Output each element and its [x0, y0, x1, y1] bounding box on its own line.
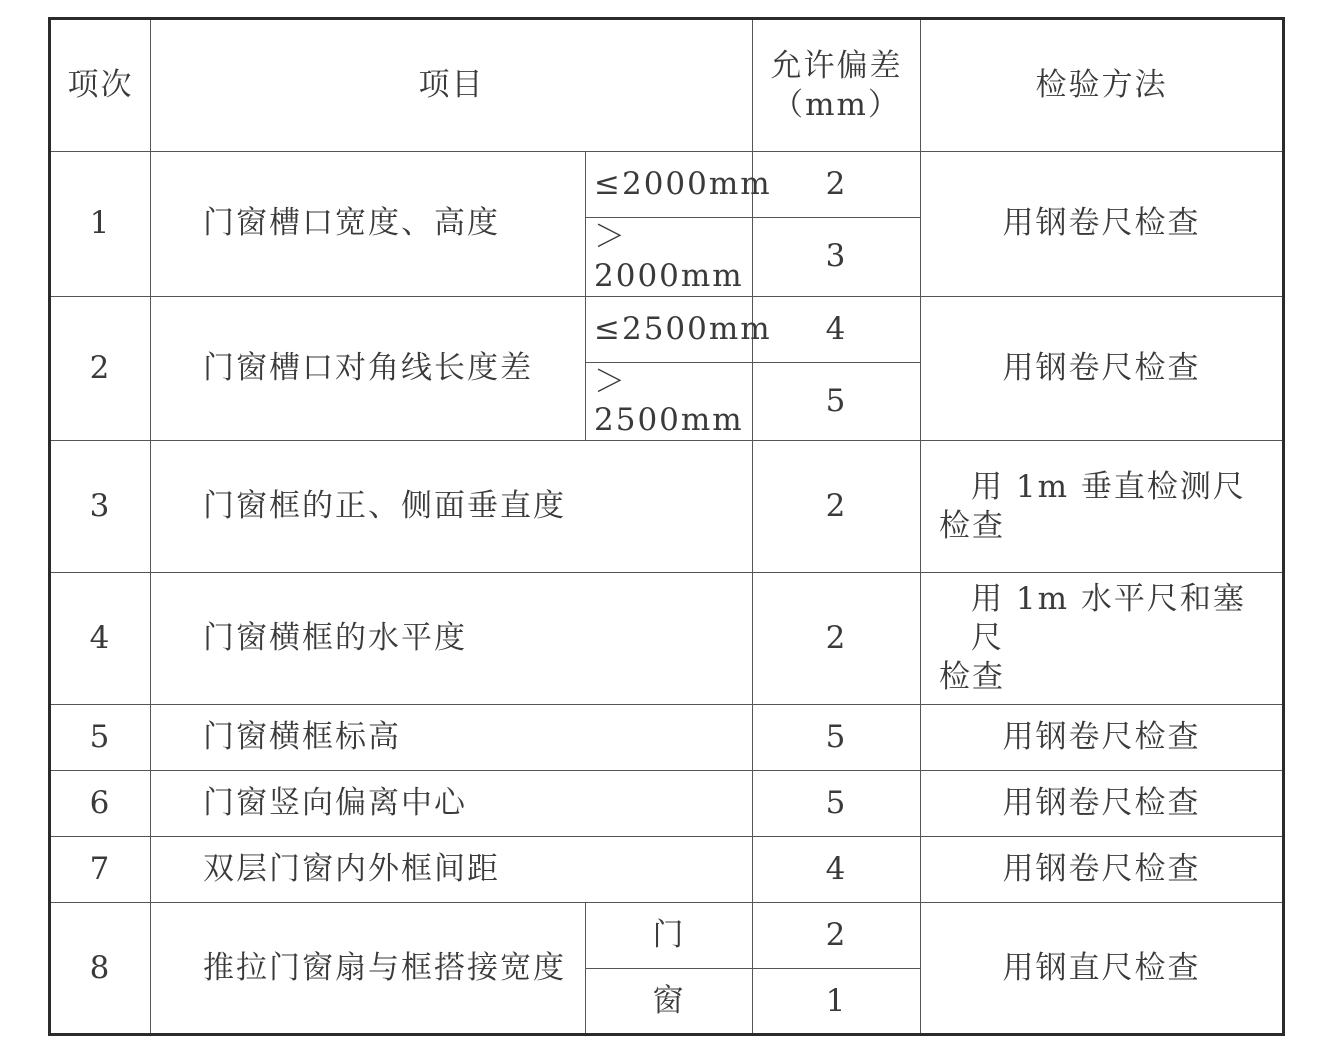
row-condition: ＞2000mm	[586, 218, 753, 297]
row-index: 3	[50, 441, 151, 573]
row-item: 门窗槽口宽度、高度	[151, 152, 586, 297]
row-tolerance: 5	[753, 705, 921, 771]
row-condition: 窗	[586, 969, 753, 1035]
row-tolerance: 2	[753, 152, 921, 218]
row-tolerance: 2	[753, 903, 921, 969]
row-index: 4	[50, 573, 151, 705]
header-method: 检验方法	[921, 19, 1284, 152]
tolerance-table-container	[48, 17, 1282, 1019]
header-tolerance	[753, 19, 921, 152]
table-row	[50, 441, 1284, 573]
table-row	[50, 705, 1284, 771]
row-condition: 门	[586, 903, 753, 969]
row-item: 门窗竖向偏离中心	[151, 771, 753, 837]
row-index: 6	[50, 771, 151, 837]
header-index: 项次	[50, 19, 151, 152]
table-row	[50, 837, 1284, 903]
row-method: 用钢卷尺检查	[921, 152, 1284, 297]
row-item: 门窗槽口对角线长度差	[151, 296, 586, 441]
row-index: 2	[50, 296, 151, 441]
row-method-line2: 检查	[939, 507, 1005, 544]
row-index: 1	[50, 152, 151, 297]
row-item: 推拉门窗扇与框搭接宽度	[151, 903, 586, 1035]
row-item: 门窗横框的水平度	[151, 573, 753, 705]
row-item: 双层门窗内外框间距	[151, 837, 753, 903]
row-tolerance: 4	[753, 837, 921, 903]
row-index: 8	[50, 903, 151, 1035]
table-row	[50, 296, 1284, 362]
row-tolerance: 3	[753, 218, 921, 297]
row-item: 门窗横框标高	[151, 705, 753, 771]
row-index: 5	[50, 705, 151, 771]
row-method-line2: 检查	[939, 658, 1005, 695]
row-method	[921, 441, 1284, 573]
row-index: 7	[50, 837, 151, 903]
row-condition: ≤2000mm	[586, 152, 753, 218]
header-tolerance-line2: （mm）	[772, 86, 901, 123]
row-tolerance: 4	[753, 296, 921, 362]
row-method: 用钢卷尺检查	[921, 837, 1284, 903]
table-row	[50, 771, 1284, 837]
row-method-line1: 用 1m 垂直检测尺	[971, 468, 1246, 505]
row-condition: ≤2500mm	[586, 296, 753, 362]
row-method-line1: 用 1m 水平尺和塞尺	[971, 581, 1246, 657]
row-tolerance: 1	[753, 969, 921, 1035]
row-method: 用钢卷尺检查	[921, 705, 1284, 771]
table-row	[50, 152, 1284, 218]
row-tolerance: 2	[753, 441, 921, 573]
row-condition: ＞2500mm	[586, 362, 753, 441]
header-row	[50, 19, 1284, 152]
row-method: 用钢卷尺检查	[921, 771, 1284, 837]
row-tolerance: 5	[753, 771, 921, 837]
row-item: 门窗框的正、侧面垂直度	[151, 441, 753, 573]
row-method	[921, 573, 1284, 705]
header-item: 项目	[151, 19, 753, 152]
table-row	[50, 573, 1284, 705]
row-tolerance: 5	[753, 362, 921, 441]
row-method: 用钢卷尺检查	[921, 296, 1284, 441]
header-tolerance-line1: 允许偏差	[770, 47, 903, 84]
row-method: 用钢直尺检查	[921, 903, 1284, 1035]
table-row	[50, 903, 1284, 969]
row-tolerance: 2	[753, 573, 921, 705]
tolerance-table	[48, 17, 1285, 1036]
